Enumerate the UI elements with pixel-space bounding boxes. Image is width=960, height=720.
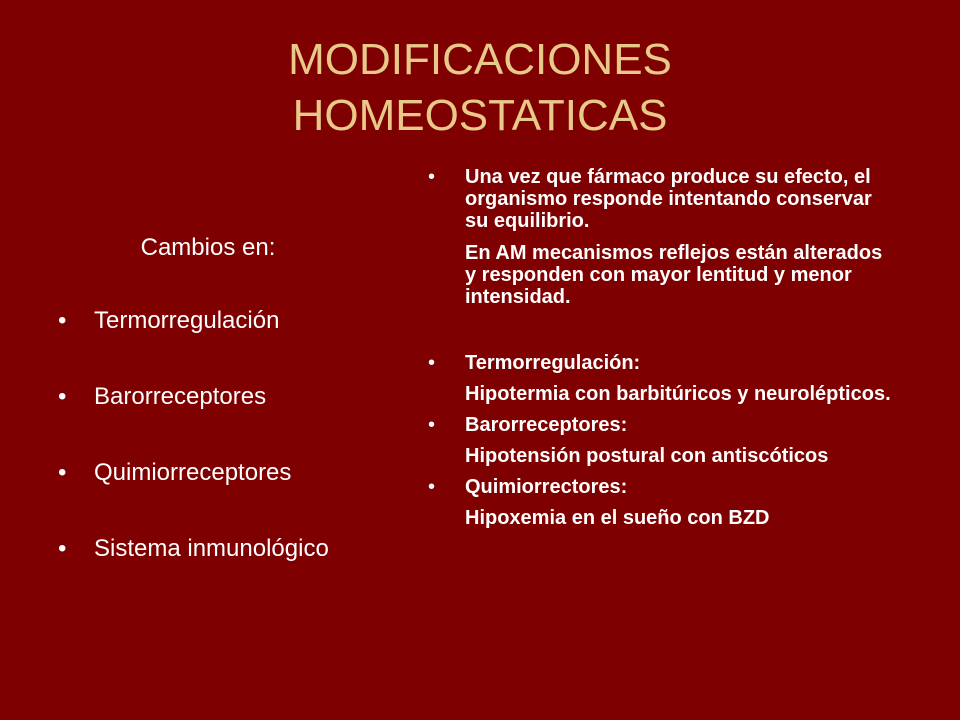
baro-heading: Barorreceptores: [465,414,628,436]
title-line-2: HOMEOSTATICAS [292,91,668,140]
list-item-label: Sistema inmunológico [94,535,329,562]
left-column [58,234,418,611]
list-item [58,383,418,459]
list-item-label: Quimiorreceptores [94,459,292,486]
bullet-icon: • [428,166,436,188]
termo-item [428,352,898,405]
quimio-item [428,476,898,529]
list-item [58,535,418,611]
bullet-icon: • [58,307,67,334]
baro-item [428,414,898,467]
bullet-icon: • [58,535,67,562]
bullet-icon: • [58,459,67,486]
termo-body: Hipotermia con barbitúricos y neurolépticos. [465,383,891,405]
list-item-label: Termorregulación [94,307,280,334]
list-item [58,307,418,383]
intro-continuation: En AM mecanismos reflejos están alterados y responden con mayor lentitud y menor intensidad. [465,242,883,308]
intro-text: Una vez que fármaco produce su efecto, el organismo responde intentando conservar su equilibrio. [465,166,872,232]
bullet-icon: • [428,476,436,498]
title-line-1: MODIFICACIONES [288,35,672,84]
slide-title [0,32,960,144]
right-column [428,166,898,529]
bullet-icon: • [428,414,436,436]
left-bullet-list [58,307,418,611]
left-subtitle: Cambios en: [140,234,276,261]
intro-item [428,166,898,308]
bullet-icon: • [428,352,436,374]
baro-body: Hipotensión postural con antiscóticos [465,445,829,467]
list-item [58,459,418,535]
bullet-icon: • [58,383,67,410]
list-item-label: Barorreceptores [94,383,267,410]
termo-heading: Termorregulación: [465,352,641,374]
quimio-body: Hipoxemia en el sueño con BZD [465,507,770,529]
quimio-heading: Quimiorrectores: [465,476,628,498]
